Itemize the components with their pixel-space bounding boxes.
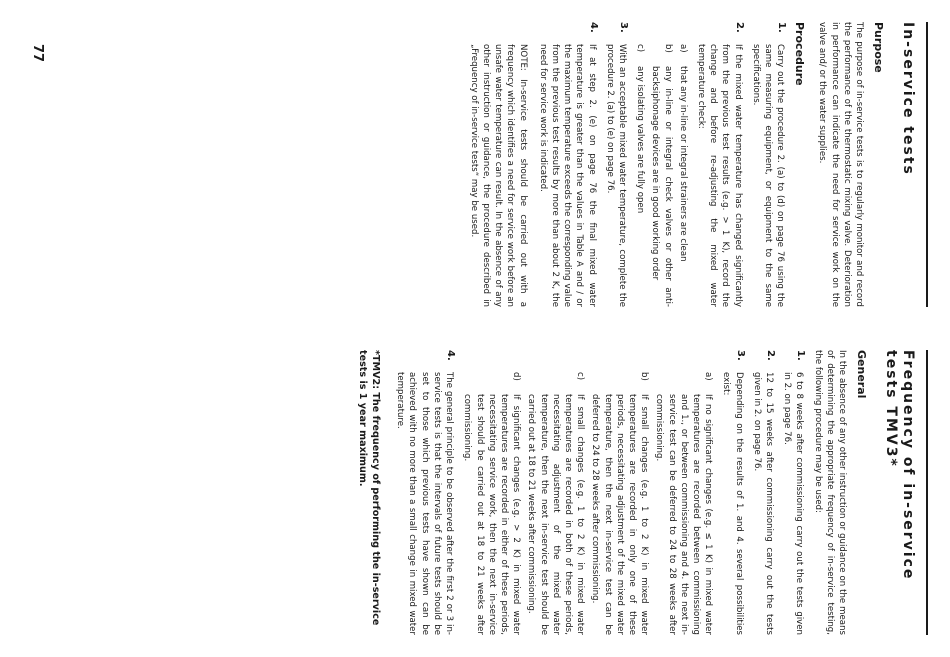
frequency-item-2 <box>751 350 775 635</box>
top-rule <box>926 22 928 307</box>
item-number: 4. <box>445 350 457 361</box>
item-number: 1. <box>776 22 788 33</box>
item-number: 1. <box>795 350 807 361</box>
footnote-tmv2: *TMV2: The frequency of performing the in-service tests is 1 year maximum. <box>357 350 382 626</box>
sub-text: that any in-line or integral strainers are clean <box>677 66 688 262</box>
sub-text: If small changes (e.g. 1 to 2 K) in mixed water temperatures are recorded in both of these periods, necessitating adjustment of the mixed water temperature, then the next in-service test should be carried out at 18 to 21 weeks after commissioning. <box>526 394 586 635</box>
procedure-item-4 <box>537 22 598 307</box>
heading-general: General <box>855 350 868 399</box>
sub-item-c <box>525 372 586 635</box>
sub-letter: a) <box>703 372 714 381</box>
top-rule <box>926 350 928 635</box>
sub-item-b <box>589 372 650 635</box>
sub-letter: c) <box>635 44 646 53</box>
item-number: 2. <box>764 350 776 361</box>
sub-item-c <box>634 44 646 307</box>
frequency-item-4 <box>394 350 455 635</box>
sub-letter: d) <box>511 372 522 381</box>
sub-letter: b) <box>662 44 673 53</box>
frequency-item-3 <box>720 350 744 635</box>
sub-letter: c) <box>575 372 586 381</box>
column-in-service-tests <box>0 22 950 307</box>
sub-text: any in-line or integral check valves or other anti-backsiphonage devices are in good working order <box>650 66 673 307</box>
sub-item-d <box>461 372 522 635</box>
item-text: If the mixed water temperature has changed significantly from the previous test results (e.g. > 1 K), record the change and before re-adjusting the mixed water temperature check: <box>695 44 743 307</box>
item-number: 4. <box>587 22 599 33</box>
item-text: Carry out the procedure 2. (a) to (d) on page 76 using the same measuring equipment, or equipment to the same specifications. <box>750 44 786 307</box>
procedure-item-1 <box>750 22 787 307</box>
item-text: 6 to 8 weeks after commissioning carry out the tests given in 2. on page 76. <box>782 372 805 635</box>
item-text: If at step 2. (e) on page 76 the final mixed water temperature is greater than the values in Table A and / or the maximum temperature exceeds the corresponding value from the previous test results by more than about 2 K, the need for service work is indicated. <box>537 44 597 307</box>
sub-item-b <box>649 44 673 307</box>
item-number: 3. <box>734 350 746 361</box>
sub-text: If significant changes (e.g. > 2 K) in mixed water temperatures are recorded in either of these periods, necessitating service work, then the next in-service test should be carried out at 18 to 21 weeks after commissioning. <box>462 394 522 635</box>
sub-item-a <box>677 44 689 307</box>
procedure-item-3 <box>604 22 628 307</box>
sub-letter: b) <box>639 372 650 381</box>
sub-text: If no significant changes (e.g. ≤ 1 K) in mixed water temperatures are recorded between commissioning and 1., or between commissioning and 4. the next in-service test can be deferred to 24 to 28 weeks after commissioning. <box>654 394 714 635</box>
page-number: 77 <box>30 44 45 63</box>
frequency-item-1 <box>781 350 805 635</box>
item-text: The general principle to be observed after the first 2 or 3 in-service tests is that the intervals of future tests should be set to those which previous tests have shown can be achieved with no more than a small change in mixed water temperature. <box>395 372 455 635</box>
item-text: With an acceptable mixed water temperature, complete the procedure 2. (a) to (e) on page 76. <box>604 44 627 307</box>
item-text: Depending on the results of 1. and 4. several possibilities exist: <box>721 372 744 635</box>
note-text: NOTE: In-service tests should be carried out with a frequency which identifies a need for service work before an unsafe water temperature can result. In the absence of any other instruction or guidance, the procedure described in „Frequency of in-service tests“ may be used. <box>468 44 528 307</box>
procedure-item-2 <box>695 22 744 307</box>
sub-item-a <box>653 372 714 635</box>
sub-text: If small changes (e.g. 1 to 2 K) in mixed water temperatures are recorded in only one of these periods, necessitating adjustment of the mixed water temperature, then the next in-service test can be deferred to 24 to 28 weeks after commissioning. <box>590 394 650 635</box>
item-text: 12 to 15 weeks after commissioning carry out the tests given in 2. on page 76. <box>751 372 774 635</box>
heading-purpose: Purpose <box>872 22 885 73</box>
title-frequency: Frequency of in-service tests TMV3* <box>883 350 916 581</box>
purpose-text: The purpose of in-service tests is to regularly monitor and record the performance of the thermostatic mixing valve. Deterioration in performance can indicate the need for service work on the valve and/ or the water supplies. <box>817 22 864 307</box>
item-number: 3. <box>617 22 629 33</box>
sub-letter: a) <box>677 44 688 53</box>
sub-text: any isolating valves are fully open <box>635 66 646 214</box>
column-frequency <box>0 350 950 635</box>
frequency-item-3-sublist <box>461 372 714 635</box>
heading-procedure: Procedure <box>793 22 807 86</box>
general-text: In the absence of any other instruction or guidance on the means of determining the appropriate frequency of in-service testing, the following procedure may be used: <box>812 350 847 635</box>
procedure-item-2-sublist <box>634 44 689 307</box>
title-in-service-tests: In-service tests <box>900 22 916 176</box>
item-number: 2. <box>733 22 745 33</box>
